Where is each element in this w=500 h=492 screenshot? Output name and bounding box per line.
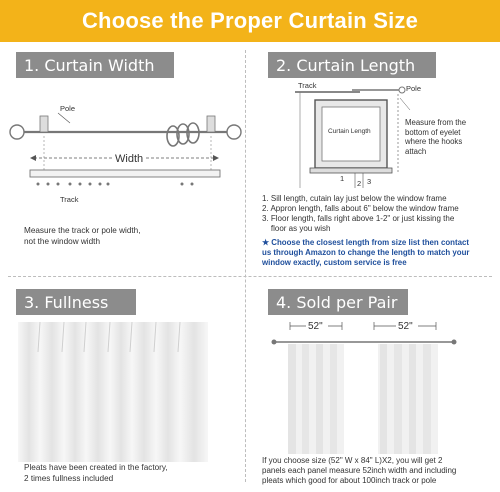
- measure-note-line1: Measure from the: [405, 118, 467, 127]
- width-caption-line2: not the window width: [24, 236, 101, 246]
- vertical-divider: [245, 50, 246, 482]
- notice-line1: ★ Choose the closest length from size list then contact: [262, 238, 470, 247]
- page-title: Choose the Proper Curtain Size: [81, 8, 419, 33]
- pair-caption-line2: panels each panel measure 52inch width and including: [262, 466, 457, 475]
- panel-title-length: 2. Curtain Length: [276, 55, 416, 75]
- pole-label: Pole: [60, 104, 76, 113]
- track-rail: [30, 170, 220, 177]
- notice-line2: us through Amazon to change the length to match your: [262, 248, 470, 257]
- panel-width-right: 52": [398, 321, 413, 332]
- length-option-floor: 3. Floor length, falls right above 1-2" or just kissing the: [262, 214, 455, 223]
- length-pole-label: Pole: [406, 84, 422, 93]
- measure-note-line4: attach: [405, 146, 427, 156]
- panel-title-fullness: 3. Fullness: [24, 292, 109, 312]
- length-option-sill: 1. Sill length, cutain lay just below the window frame: [262, 194, 447, 203]
- length-track-label: Track: [298, 81, 317, 90]
- curtain-length-label: Curtain Length: [328, 128, 371, 135]
- width-label: Width: [115, 153, 144, 165]
- notice-line3: window exactly, custom service is free: [262, 258, 407, 267]
- length-option-apron: 2. Appron length, falls about 6" below the window frame: [262, 204, 459, 213]
- measure-note: [405, 118, 500, 156]
- window-sill: [310, 168, 392, 173]
- right-curtain-panel: [378, 344, 438, 454]
- pair-caption-line3: pleats which good for about 100inch track or pole: [262, 476, 437, 485]
- title-banner: [0, 0, 500, 42]
- length-option-floor-cont: floor as you wish: [262, 224, 331, 233]
- horizontal-divider: [8, 276, 492, 277]
- sheer-curtain-pleats-image: [18, 322, 208, 462]
- width-caption-line1: Measure the track or pole width,: [24, 226, 141, 235]
- length-marker-3: 3: [367, 177, 372, 186]
- pole-finial-left: [10, 125, 24, 139]
- length-marker-2: 2: [357, 179, 362, 188]
- panel-title-width: 1. Curtain Width: [24, 55, 155, 75]
- length-options-list: [262, 194, 498, 234]
- custom-length-notice: [262, 238, 498, 268]
- track-label: Track: [60, 195, 79, 204]
- measure-note-line3: where the hooks: [405, 137, 463, 147]
- panel-header-pair: [268, 289, 408, 315]
- fullness-caption: [24, 463, 234, 484]
- width-caption: [24, 226, 234, 247]
- pair-caption-line1: If you choose size (52" W x 84" L)X2, you will get 2: [262, 456, 443, 465]
- panel-title-pair: 4. Sold per Pair: [276, 292, 398, 312]
- left-curtain-panel: [288, 344, 344, 454]
- pair-diagram: [262, 318, 498, 454]
- length-marker-1: 1: [340, 174, 345, 183]
- bracket-left: [40, 116, 48, 132]
- panel-header-length: [268, 52, 436, 78]
- width-diagram: [0, 96, 245, 216]
- panel-width-left: 52": [308, 321, 323, 332]
- panel-header-fullness: [16, 289, 136, 315]
- panel-header-width: [16, 52, 174, 78]
- pair-caption: [262, 456, 498, 486]
- bracket-right: [207, 116, 215, 132]
- track-hooks: [37, 183, 194, 186]
- fullness-caption-line2: 2 times fullness included: [24, 473, 114, 483]
- fullness-caption-line1: Pleats have been created in the factory,: [24, 463, 168, 472]
- pole-finial-right: [227, 125, 241, 139]
- measure-note-line2: bottom of eyelet: [405, 127, 461, 137]
